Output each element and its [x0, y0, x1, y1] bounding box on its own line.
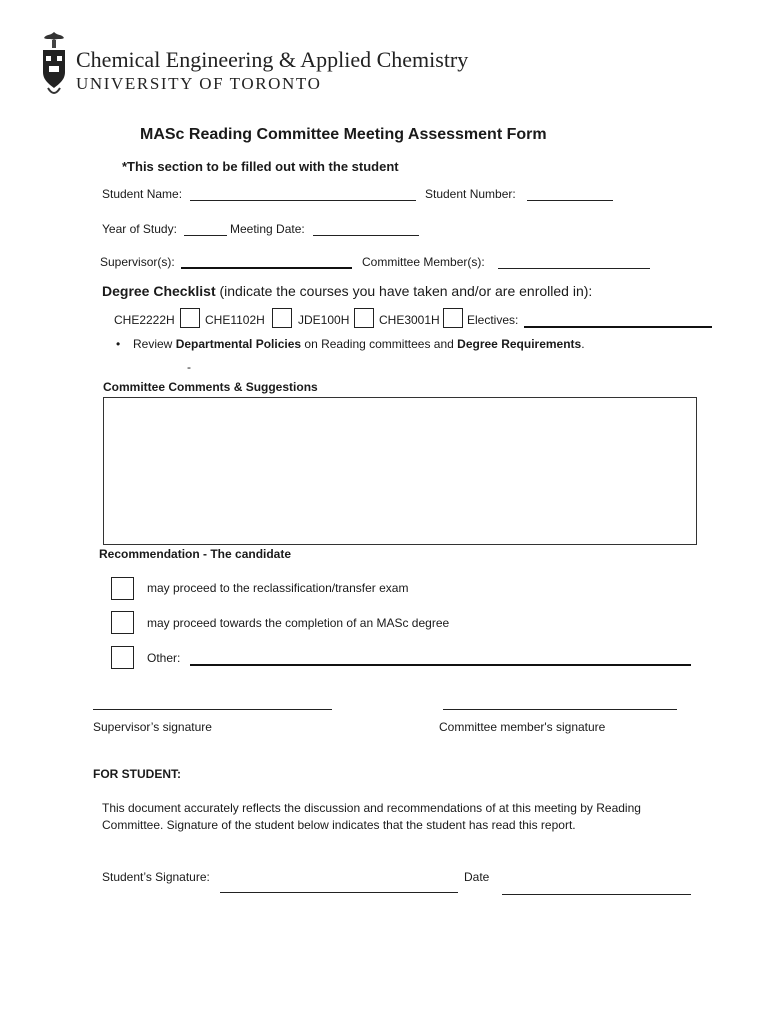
committee-member-signature-label: Committee member's signature [439, 720, 606, 734]
checkbox-other[interactable] [111, 646, 134, 669]
committee-members-field[interactable] [498, 268, 650, 269]
checkbox-che1102h[interactable] [272, 308, 292, 328]
meeting-date-label: Meeting Date: [230, 222, 305, 236]
course-label-che2222h: CHE2222H [114, 313, 175, 327]
student-name-field[interactable] [190, 200, 416, 201]
form-title: MASc Reading Committee Meeting Assessment Form [140, 126, 547, 143]
supervisor-signature-line[interactable] [93, 709, 332, 710]
section-note: *This section to be filled out with the student [122, 159, 399, 174]
department-name: Chemical Engineering & Applied Chemistry [76, 47, 469, 72]
option-other-label: Other: [147, 651, 181, 665]
course-label-che1102h: CHE1102H [205, 313, 265, 327]
review-note [133, 337, 585, 351]
course-label-jde100h: JDE100H [298, 313, 350, 327]
year-of-study-field[interactable] [184, 235, 227, 236]
for-student-heading: FOR STUDENT: [93, 767, 181, 781]
review-middle: on Reading committees and [301, 337, 458, 351]
option-masc-completion-label: may proceed towards the completion of an MASc degree [147, 616, 450, 630]
supervisor-signature-label: Supervisor’s signature [93, 720, 212, 734]
course-label-che3001h: CHE3001H [379, 313, 440, 327]
date-line[interactable] [502, 894, 691, 895]
stray-dash: - [187, 360, 191, 374]
university-name: UNIVERSITY OF TORONTO [76, 74, 322, 93]
comments-textarea[interactable] [103, 397, 697, 545]
checkbox-che2222h[interactable] [180, 308, 200, 328]
recommendation-heading: Recommendation - The candidate [99, 547, 292, 561]
committee-members-label: Committee Member(s): [362, 255, 485, 269]
for-student-paragraph: This document accurately reflects the discussion and recommendations of at this meeting by Reading Committee. Signature of the student below indicates that the student has read this report. [102, 801, 641, 832]
review-suffix: . [581, 337, 585, 351]
year-of-study-label: Year of Study: [102, 222, 177, 236]
checkbox-jde100h[interactable] [354, 308, 374, 328]
electives-label: Electives: [467, 313, 519, 327]
other-field[interactable] [190, 664, 691, 666]
meeting-date-field[interactable] [313, 235, 419, 236]
student-signature-line[interactable] [220, 892, 458, 893]
committee-member-signature-line[interactable] [443, 709, 677, 710]
checkbox-reclassification[interactable] [111, 577, 134, 600]
degree-requirements-link[interactable]: Degree Requirements [457, 337, 582, 351]
supervisors-field[interactable] [181, 267, 352, 269]
degree-checklist-title: Degree Checklist [102, 283, 216, 299]
departmental-policies-link[interactable]: Departmental Policies [175, 337, 302, 351]
electives-field[interactable] [524, 326, 712, 328]
student-number-field[interactable] [527, 200, 613, 201]
supervisors-label: Supervisor(s): [100, 255, 175, 269]
student-signature-label: Student’s Signature: [102, 870, 210, 884]
checkbox-che3001h[interactable] [443, 308, 463, 328]
degree-checklist-heading [102, 283, 592, 299]
student-number-label: Student Number: [425, 187, 516, 201]
comments-heading: Committee Comments & Suggestions [103, 380, 318, 394]
student-name-label: Student Name: [102, 187, 183, 201]
degree-checklist-instruction: (indicate the courses you have taken and/or are enrolled in): [215, 283, 593, 299]
review-bullet: • [116, 337, 121, 351]
checkbox-masc-completion[interactable] [111, 611, 134, 634]
review-prefix: Review [133, 337, 176, 351]
university-crest-icon [38, 28, 70, 102]
option-reclassification-label: may proceed to the reclassification/transfer exam [147, 581, 409, 595]
date-label: Date [464, 870, 490, 884]
